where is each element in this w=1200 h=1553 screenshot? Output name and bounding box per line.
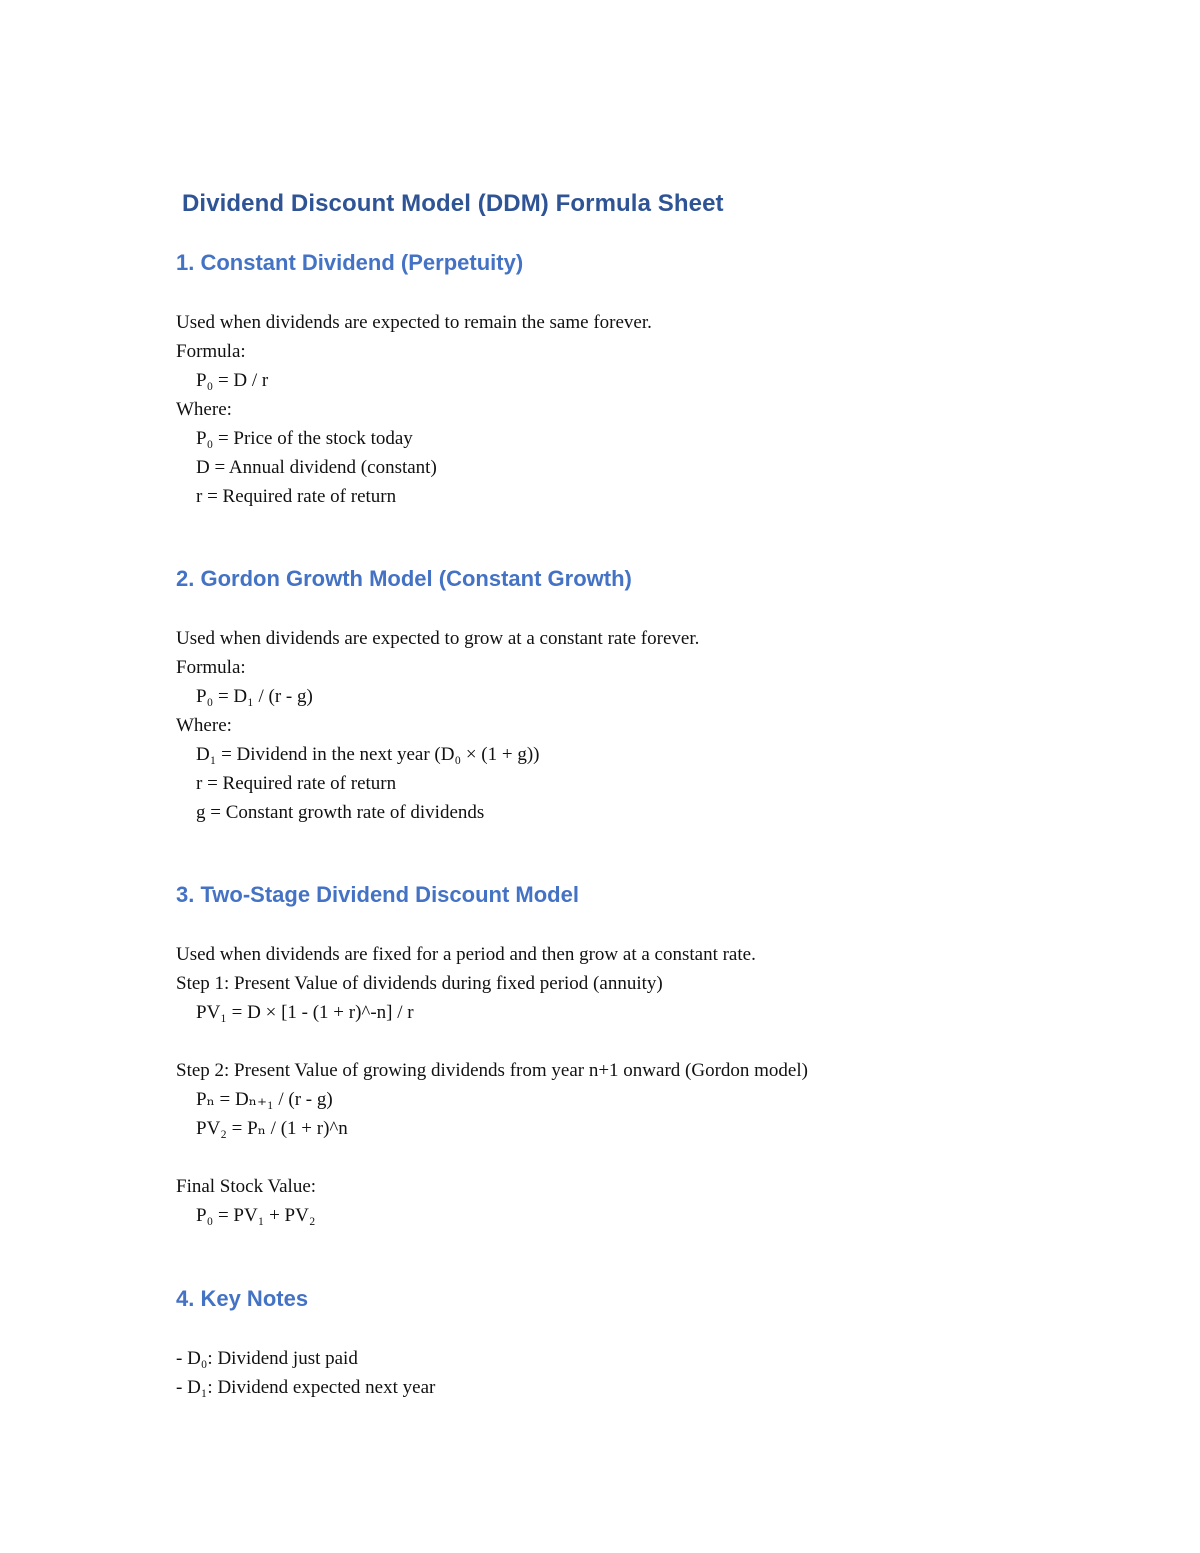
formula-label: Formula: (176, 341, 246, 362)
description-text: Used when dividends are expected to remain the same forever. (176, 312, 652, 333)
section-heading: 3. Two-Stage Dividend Discount Model (176, 882, 579, 907)
formula: P₀ = D / r (196, 370, 269, 391)
section-key-notes (176, 1284, 1076, 1402)
variable-definition: r = Required rate of return (196, 486, 397, 507)
section-heading: 4. Key Notes (176, 1286, 309, 1311)
formula: P₀ = D₁ / (r - g) (196, 686, 313, 707)
step-label: Step 2: Present Value of growing dividends from year n+1 onward (Gordon model) (176, 1060, 808, 1081)
formula-label: Formula: (176, 657, 246, 678)
formula: P₀ = PV₁ + PV₂ (196, 1205, 316, 1226)
section-heading: 2. Gordon Growth Model (Constant Growth) (176, 566, 632, 591)
formula: PV₂ = Pₙ / (1 + r)^n (196, 1118, 348, 1139)
section-gordon-growth (176, 564, 1076, 827)
section-constant-dividend (176, 248, 1076, 511)
variable-definition: r = Required rate of return (196, 773, 397, 794)
final-value-label: Final Stock Value: (176, 1176, 317, 1197)
variable-definition: D = Annual dividend (constant) (196, 457, 437, 478)
section-heading: 1. Constant Dividend (Perpetuity) (176, 250, 524, 275)
section-two-stage-ddm (176, 880, 1076, 1230)
note-item: - D₀: Dividend just paid (176, 1348, 358, 1369)
document-title: Dividend Discount Model (DDM) Formula Sheet (182, 190, 724, 217)
variable-definition: g = Constant growth rate of dividends (196, 802, 485, 823)
formula: Pₙ = Dₙ₊₁ / (r - g) (196, 1089, 333, 1110)
where-label: Where: (176, 399, 232, 420)
step-label: Step 1: Present Value of dividends during fixed period (annuity) (176, 973, 663, 994)
variable-definition: D₁ = Dividend in the next year (D₀ × (1 + g)) (196, 744, 540, 765)
formula: PV₁ = D × [1 - (1 + r)^-n] / r (196, 1002, 414, 1023)
variable-definition: P₀ = Price of the stock today (196, 428, 413, 449)
description-text: Used when dividends are expected to grow at a constant rate forever. (176, 628, 700, 649)
where-label: Where: (176, 715, 232, 736)
note-item: - D₁: Dividend expected next year (176, 1377, 436, 1398)
description-text: Used when dividends are fixed for a period and then grow at a constant rate. (176, 944, 756, 965)
